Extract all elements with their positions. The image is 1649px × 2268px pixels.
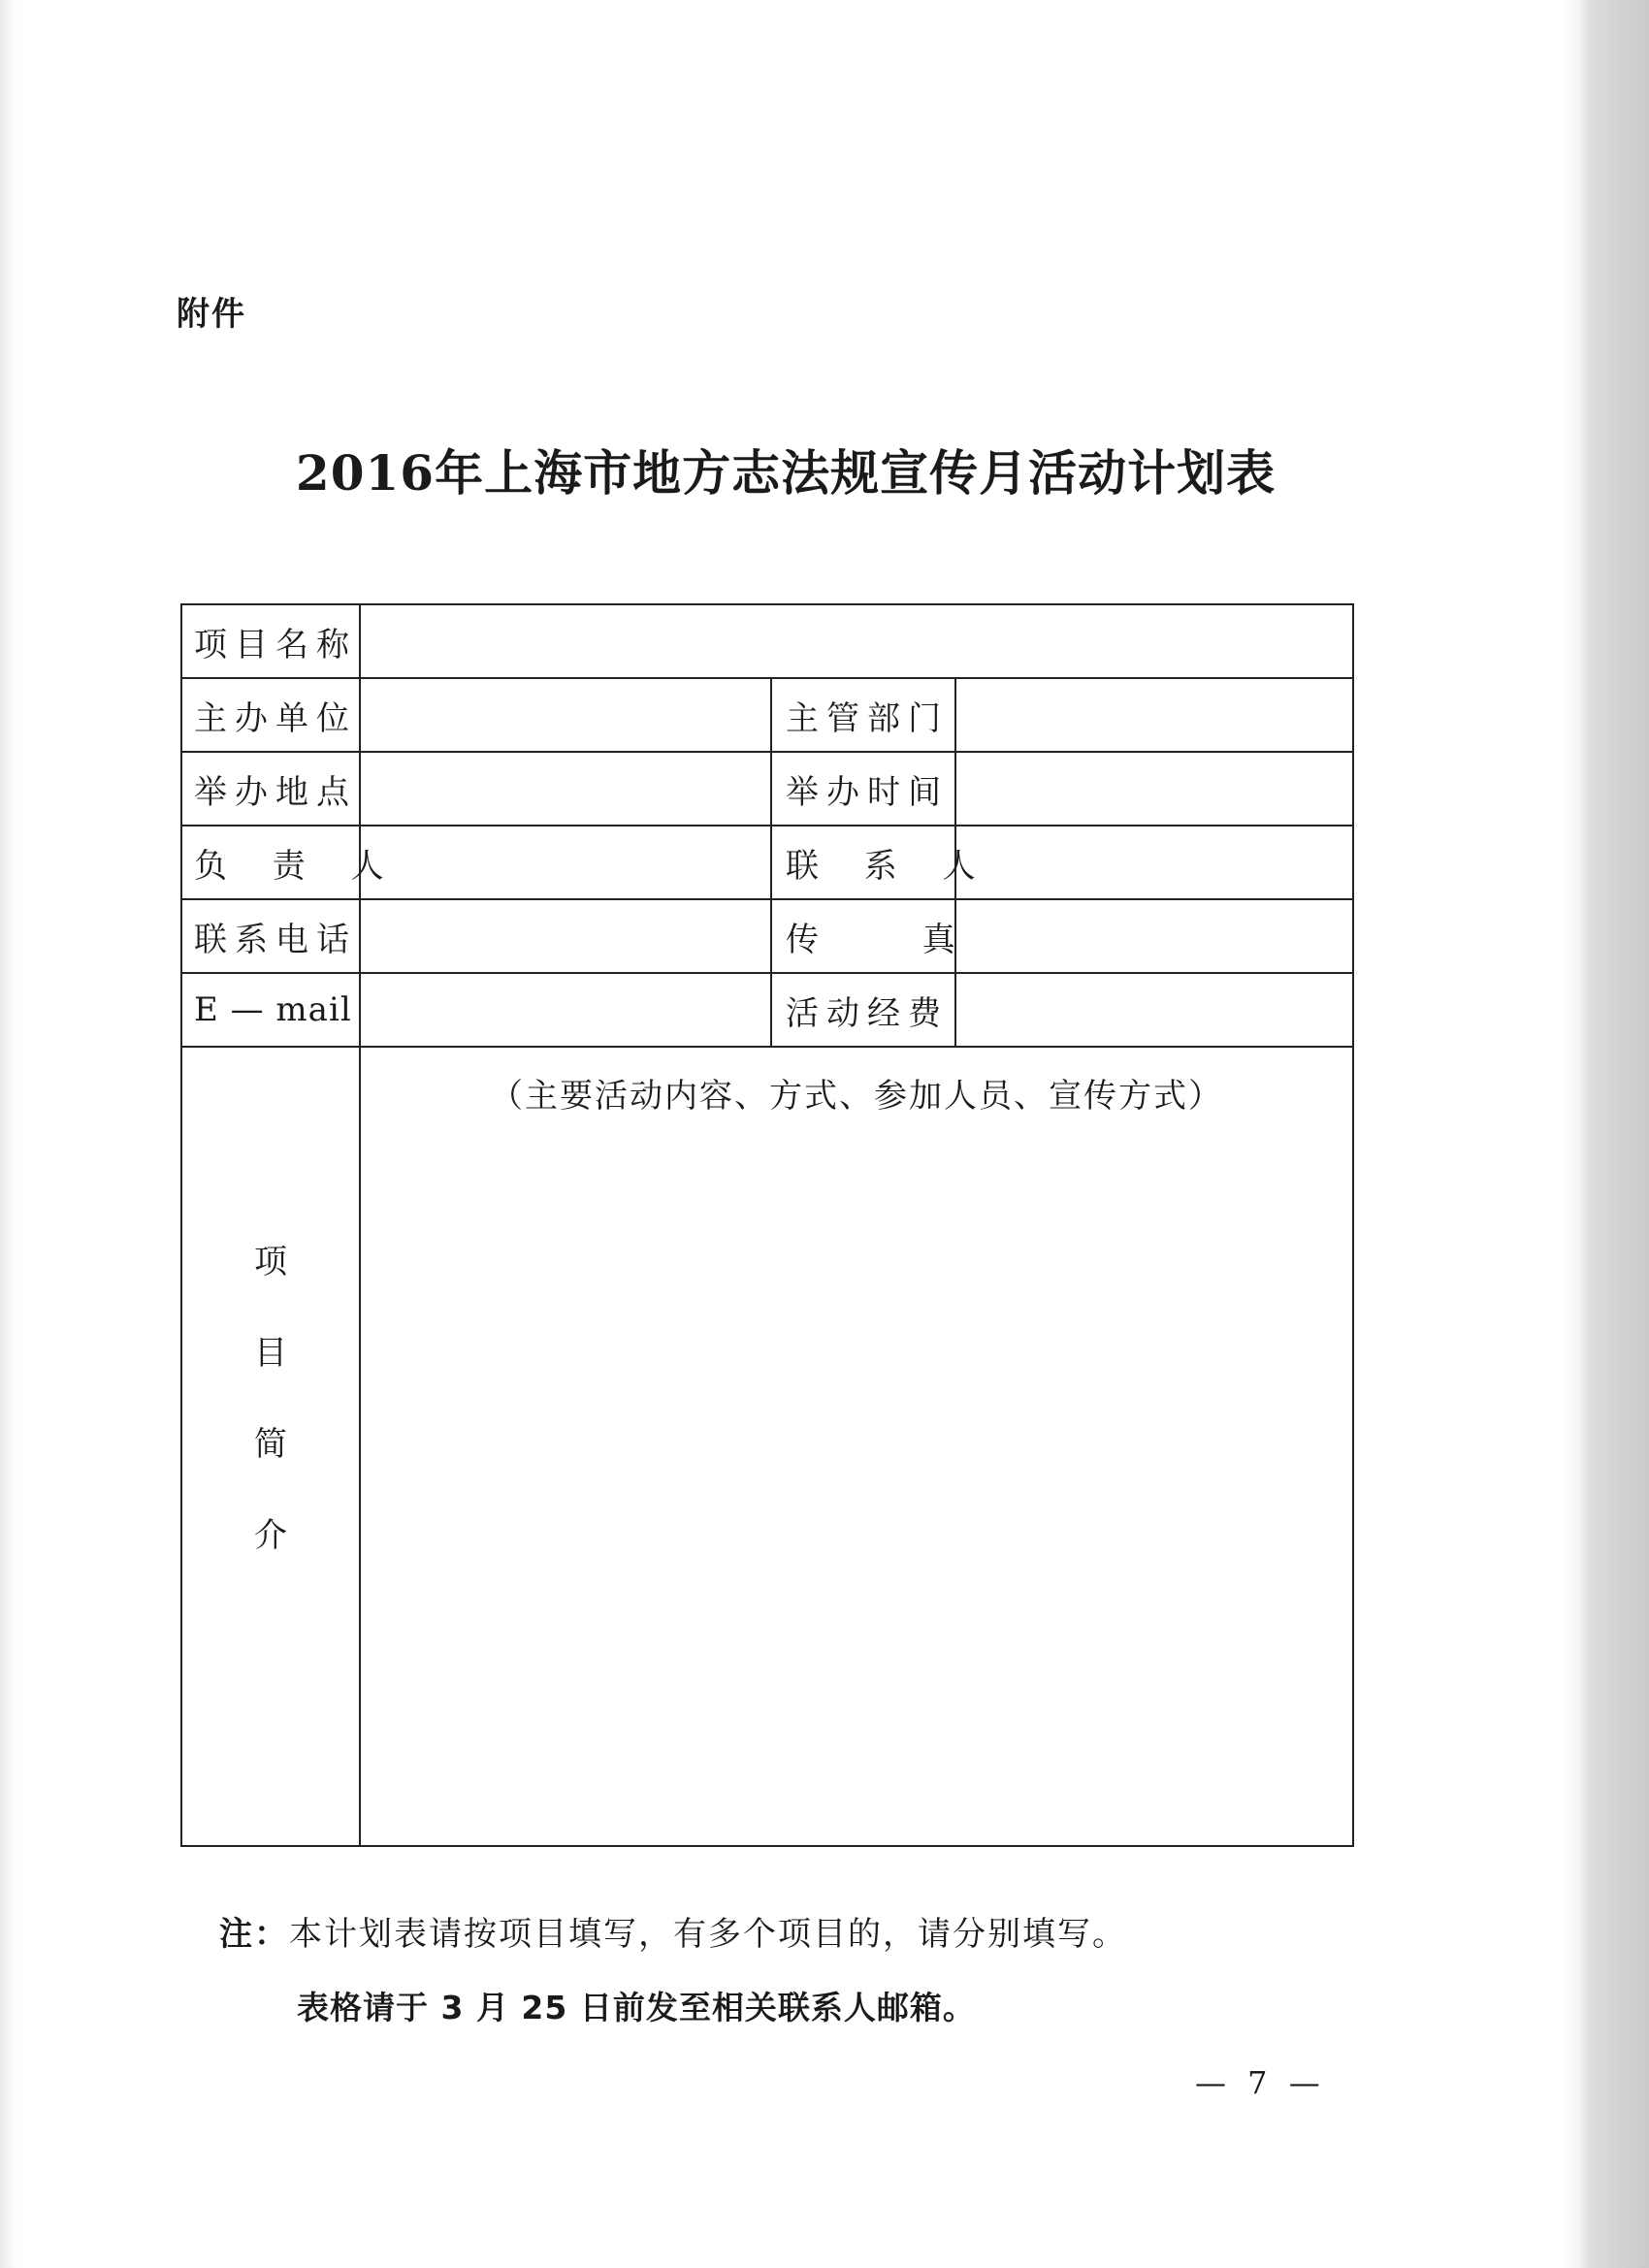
table-row xyxy=(181,973,1353,1047)
note-prefix: 注： xyxy=(219,1915,289,1954)
note-line-1 xyxy=(219,1907,1127,1955)
plan-table xyxy=(180,603,1354,1847)
attachment-label: 附件 xyxy=(177,295,246,334)
organizer-field[interactable] xyxy=(360,678,771,752)
note-line-2: 表格请于 3 月 25 日前发至相关联系人邮箱。 xyxy=(297,1989,976,2026)
project-intro-char: 目 xyxy=(254,1334,287,1373)
project-intro-char: 简 xyxy=(254,1425,287,1464)
activity-plan-form xyxy=(180,603,1352,1861)
project-intro-label-cell xyxy=(181,1047,360,1846)
email-label: E — mail xyxy=(181,973,360,1047)
note-text-1: 本计划表请按项目填写，有多个项目的，请分别填写。 xyxy=(289,1915,1127,1954)
fax-label: 传 真 xyxy=(771,899,955,973)
table-row xyxy=(181,899,1353,973)
phone-field[interactable] xyxy=(360,899,771,973)
budget-field[interactable] xyxy=(955,973,1353,1047)
table-row xyxy=(181,604,1353,678)
project-name-label: 项目名称 xyxy=(181,604,360,678)
time-field[interactable] xyxy=(955,752,1353,826)
table-row xyxy=(181,752,1353,826)
fax-field[interactable] xyxy=(955,899,1353,973)
project-intro-char: 介 xyxy=(254,1516,287,1555)
project-intro-label xyxy=(182,1048,359,1581)
budget-label: 活动经费 xyxy=(771,973,955,1047)
project-intro-char: 项 xyxy=(254,1243,287,1281)
organizer-label: 主办单位 xyxy=(181,678,360,752)
table-row xyxy=(181,826,1353,899)
contact-label: 联 系 人 xyxy=(771,826,955,899)
project-name-field[interactable] xyxy=(360,604,1353,678)
project-intro-hint: （主要活动内容、方式、参加人员、宣传方式） xyxy=(490,1077,1224,1116)
page-number: — 7 — xyxy=(1195,2064,1326,2101)
venue-field[interactable] xyxy=(360,752,771,826)
person-in-charge-label: 负 责 人 xyxy=(181,826,360,899)
table-row xyxy=(181,678,1353,752)
table-row xyxy=(181,1047,1353,1846)
supervisor-field[interactable] xyxy=(955,678,1353,752)
time-label: 举办时间 xyxy=(771,752,955,826)
venue-label: 举办地点 xyxy=(181,752,360,826)
email-field[interactable] xyxy=(360,973,771,1047)
person-in-charge-field[interactable] xyxy=(360,826,771,899)
document-title: 2016年上海市地方志法规宣传月活动计划表 xyxy=(295,444,1277,502)
contact-field[interactable] xyxy=(955,826,1353,899)
project-intro-field[interactable] xyxy=(360,1047,1353,1846)
phone-label: 联系电话 xyxy=(181,899,360,973)
supervisor-label: 主管部门 xyxy=(771,678,955,752)
